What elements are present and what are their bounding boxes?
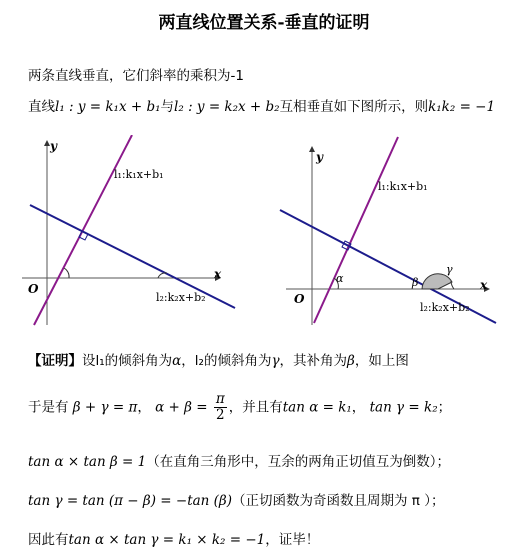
proof-tag: 【证明】 — [28, 353, 82, 369]
proof-l2-angle: l₂的倾斜角为 — [194, 353, 272, 369]
step3-line — [28, 489, 444, 509]
conclusion-line — [28, 528, 319, 548]
step2-note: （在直角三角形中，互余的两角正切值互为倒数）； — [146, 454, 450, 470]
pi-over-two-fraction — [214, 392, 227, 423]
step1-lead: 于是有 — [28, 399, 69, 416]
proof-sep: ， — [181, 353, 195, 369]
step2-equation: tan α × tan β = 1 — [28, 454, 147, 470]
statement-prefix: 直线 — [28, 99, 55, 115]
beta-label: β — [412, 276, 419, 289]
intro-text: 两条直线垂直，它们斜率的乘积为-1 — [28, 68, 244, 84]
step1-line: 于是有 β + γ = π， α + β = $\frac{\pi}{2}$ ，并且有tan α = k₁， tan γ = k₂； — [28, 391, 452, 423]
proof-supp: ，其补角为 — [279, 353, 348, 369]
l2-label: l₂:k₂x+b₂ — [156, 291, 206, 304]
gamma-symbol: γ — [271, 353, 280, 369]
gamma-label: γ — [446, 263, 453, 276]
step2-line — [28, 450, 450, 470]
proof-see: ，如上图 — [354, 353, 409, 369]
step1-eq-c: tan α = k₁ — [282, 399, 352, 416]
origin-label: O — [28, 282, 39, 296]
proof-line — [28, 349, 409, 369]
y-axis-label: y — [316, 150, 323, 164]
conclusion-end: ，证毕！ — [265, 532, 320, 548]
angle-alpha-arc — [64, 268, 69, 278]
l1-equation: l₁ : y = k₁x + b₁ — [55, 99, 161, 115]
l2-label: l₂:k₂x+b₂ — [420, 301, 470, 314]
step3-equation: tan γ = tan (π − β) = −tan (β) — [28, 493, 232, 509]
fraction-numerator: π — [215, 391, 225, 407]
l2-equation: l₂ : y = k₂x + b₂ — [174, 99, 280, 115]
result-equation: k₁k₂ = −1 — [428, 99, 496, 115]
step1-eq-d: tan γ = k₂ — [369, 399, 438, 416]
alpha-label: α — [336, 272, 344, 285]
statement-line — [28, 95, 495, 115]
origin-label: O — [294, 292, 305, 306]
statement-mid: 与 — [160, 99, 175, 115]
x-axis-label: x — [480, 278, 488, 292]
conclusion-equation: tan α × tan γ = k₁ × k₂ = −1 — [68, 532, 266, 548]
angle-gamma-sector — [422, 274, 452, 289]
step1-eq-b: α + β = — [155, 399, 208, 416]
page-title: 两直线位置关系-垂直的证明 — [158, 13, 370, 33]
figure-right — [274, 135, 504, 335]
l1-label: l₁:k₁x+b₁ — [378, 180, 428, 193]
l1-label: l₁:k₁x+b₁ — [114, 168, 164, 181]
step3-note: （正切函数为奇函数且周期为 π ）； — [232, 493, 445, 509]
beta-symbol: β — [347, 353, 355, 369]
step1-end: ； — [437, 399, 452, 416]
line-l1 — [314, 137, 398, 323]
y-axis-label: y — [50, 139, 57, 153]
fraction-denominator: 2 — [216, 407, 225, 423]
proof-lead: 设 — [82, 353, 96, 369]
statement-suffix: 互相垂直如下图所示，则 — [279, 99, 429, 115]
figure-left — [22, 135, 252, 335]
line-l1 — [34, 135, 132, 325]
alpha-symbol: α — [172, 353, 182, 369]
step1-eq-a: β + γ = π — [72, 399, 138, 416]
step1-and: ，并且有 — [228, 399, 283, 416]
x-axis-label: x — [214, 267, 222, 281]
conclusion-lead: 因此有 — [28, 532, 69, 548]
proof-l1-angle: l₁的倾斜角为 — [95, 353, 173, 369]
